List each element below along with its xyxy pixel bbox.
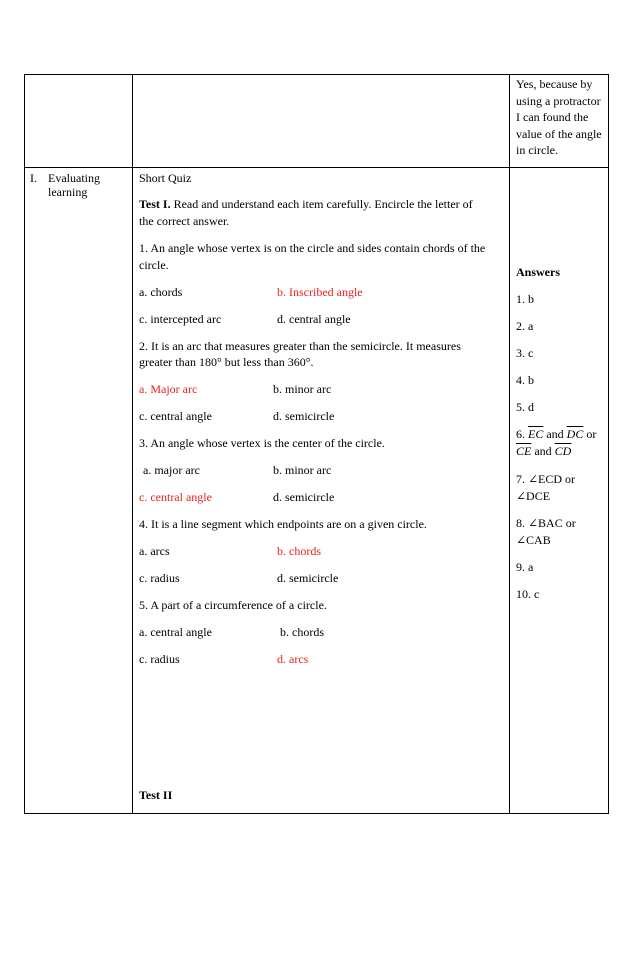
table-border-top xyxy=(24,74,609,75)
top-answer-line: using a protractor xyxy=(516,94,601,108)
top-answer-line: I can found the xyxy=(516,110,589,124)
answer-item: ∠CAB xyxy=(516,533,551,547)
top-answer-line: value of the angle xyxy=(516,127,602,141)
section-label: Evaluating xyxy=(48,171,100,185)
answer-item: ∠DCE xyxy=(516,489,551,503)
q5-choice-a: a. central angle xyxy=(139,625,212,639)
question-2: greater than 180° but less than 360°. xyxy=(139,355,314,369)
table-row-divider xyxy=(24,167,609,168)
table-border-right xyxy=(608,74,609,814)
q5-choice-d-correct: d. arcs xyxy=(277,652,309,666)
answer-6-and: and xyxy=(531,444,555,458)
answer-item: 9. a xyxy=(516,560,534,574)
q1-choice-d: d. central angle xyxy=(277,312,351,326)
test1-text: the correct answer. xyxy=(139,214,230,228)
q5-choice-b: b. chords xyxy=(280,625,324,639)
table-col-divider-1 xyxy=(132,74,133,814)
table-border-left xyxy=(24,74,25,814)
q3-choice-a: a. major arc xyxy=(143,463,200,477)
q4-choice-d: d. semicircle xyxy=(277,571,339,585)
answer-item: 5. d xyxy=(516,400,534,414)
top-answer-line: in circle. xyxy=(516,143,558,157)
q1-choice-a: a. chords xyxy=(139,285,183,299)
answer-item: 1. b xyxy=(516,292,534,306)
q2-choice-d: d. semicircle xyxy=(273,409,335,423)
question-1: circle. xyxy=(139,258,169,272)
q4-choice-b-correct: b. chords xyxy=(277,544,321,558)
q3-choice-d: d. semicircle xyxy=(273,490,335,504)
question-4: 4. It is a line segment which endpoints are on a given circle. xyxy=(139,517,427,531)
test1-heading: Test I. xyxy=(139,197,171,211)
q1-choice-b-correct: b. Inscribed angle xyxy=(277,285,363,299)
test1-instructions xyxy=(139,196,473,213)
q3-choice-c-correct: c. central angle xyxy=(139,490,212,504)
answer-item-6 xyxy=(516,426,596,443)
q5-choice-c: c. radius xyxy=(139,652,180,666)
section-label: learning xyxy=(48,185,88,199)
table-border-bottom xyxy=(24,813,609,814)
answer-item: 3. c xyxy=(516,346,534,360)
q2-choice-a-correct: a. Major arc xyxy=(139,382,198,396)
q4-choice-c: c. radius xyxy=(139,571,180,585)
answer-6-and: and xyxy=(543,427,567,441)
answer-item: 7. ∠ECD or xyxy=(516,472,576,486)
segment-ec: $\overline{EC}$ xyxy=(528,427,544,441)
answer-item: 8. ∠BAC or xyxy=(516,516,576,530)
top-answer-line: Yes, because by xyxy=(516,77,593,91)
answers-title: Answers xyxy=(516,265,560,279)
question-3: 3. An angle whose vertex is the center of the circle. xyxy=(139,436,385,450)
answer-item-6-cont xyxy=(516,443,571,460)
test1-text: Read and understand each item carefully. Encircle the letter of xyxy=(173,197,473,211)
answer-item: 4. b xyxy=(516,373,534,387)
segment-ce: $\overline{CE}$ xyxy=(516,444,532,458)
question-5: 5. A part of a circumference of a circle. xyxy=(139,598,327,612)
q1-choice-c: c. intercepted arc xyxy=(139,312,222,326)
segment-dc: $\overline{DC}$ xyxy=(566,427,584,441)
segment-cd: $\overline{CD}$ xyxy=(554,444,572,458)
q3-choice-b: b. minor arc xyxy=(273,463,332,477)
q2-choice-c: c. central angle xyxy=(139,409,212,423)
question-2: 2. It is an arc that measures greater than the semicircle. It measures xyxy=(139,339,461,353)
answer-item: 2. a xyxy=(516,319,534,333)
question-1: 1. An angle whose vertex is on the circle and sides contain chords of the xyxy=(139,241,486,255)
answer-item: 10. c xyxy=(516,587,540,601)
q4-choice-a: a. arcs xyxy=(139,544,170,558)
table-col-divider-2 xyxy=(509,74,510,814)
test2-heading: Test II xyxy=(139,788,173,802)
answer-6-prefix: 6. xyxy=(516,427,528,441)
quiz-title: Short Quiz xyxy=(139,171,192,185)
answer-6-or: or xyxy=(583,427,597,441)
q2-choice-b: b. minor arc xyxy=(273,382,332,396)
section-number: I. xyxy=(30,171,37,185)
